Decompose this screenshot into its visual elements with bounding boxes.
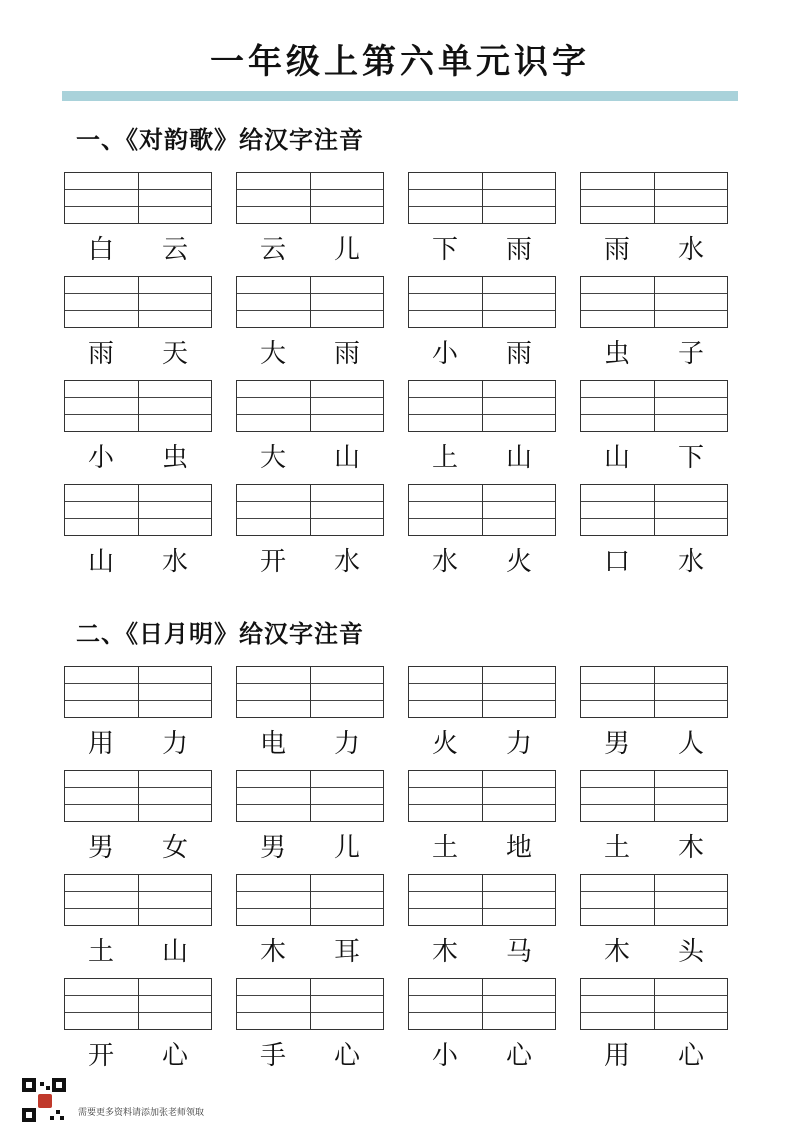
word-pair xyxy=(236,929,384,969)
pinyin-cell xyxy=(62,874,210,978)
word-pair xyxy=(408,435,556,475)
pinyin-writing-box[interactable] xyxy=(580,874,728,926)
hanzi-char: 心 xyxy=(333,1040,360,1071)
pinyin-writing-box[interactable] xyxy=(236,380,384,432)
pinyin-cell xyxy=(406,172,554,276)
hanzi-char: 心 xyxy=(505,1040,532,1071)
word-pair xyxy=(580,227,728,267)
pinyin-cell xyxy=(62,978,210,1082)
pinyin-writing-box[interactable] xyxy=(408,874,556,926)
hanzi-char: 大 xyxy=(259,442,286,473)
hanzi-char: 山 xyxy=(333,442,360,473)
pinyin-cell xyxy=(234,874,382,978)
hanzi-char: 心 xyxy=(677,1040,704,1071)
word-pair xyxy=(580,825,728,865)
pinyin-writing-box[interactable] xyxy=(408,770,556,822)
hanzi-char: 女 xyxy=(161,832,188,863)
pinyin-cell xyxy=(234,276,382,380)
pinyin-writing-box[interactable] xyxy=(408,276,556,328)
pinyin-writing-box[interactable] xyxy=(408,666,556,718)
hanzi-char: 男 xyxy=(259,832,286,863)
hanzi-char: 小 xyxy=(431,338,458,369)
hanzi-char: 雨 xyxy=(333,338,360,369)
hanzi-char: 子 xyxy=(677,338,704,369)
hanzi-char: 儿 xyxy=(333,832,360,863)
hanzi-char: 山 xyxy=(603,442,630,473)
hanzi-char: 男 xyxy=(87,832,114,863)
hanzi-char: 山 xyxy=(161,936,188,967)
word-pair xyxy=(408,1033,556,1073)
hanzi-char: 水 xyxy=(677,546,704,577)
pinyin-cell xyxy=(406,666,554,770)
hanzi-char: 人 xyxy=(677,728,704,759)
qr-code-icon xyxy=(22,1078,66,1122)
hanzi-char: 雨 xyxy=(603,234,630,265)
hanzi-char: 雨 xyxy=(505,338,532,369)
word-pair xyxy=(408,227,556,267)
section-2-heading: 二、《日月明》给汉字注音 xyxy=(76,620,364,648)
pinyin-writing-box[interactable] xyxy=(236,276,384,328)
word-pair xyxy=(236,539,384,579)
word-pair xyxy=(64,825,212,865)
pinyin-cell xyxy=(234,666,382,770)
section-2-grid xyxy=(62,666,738,1082)
pinyin-writing-box[interactable] xyxy=(64,276,212,328)
hanzi-char: 雨 xyxy=(87,338,114,369)
pinyin-writing-box[interactable] xyxy=(236,172,384,224)
page-title: 一年级上第六单元识字 xyxy=(210,42,590,82)
pinyin-cell xyxy=(406,380,554,484)
word-pair xyxy=(236,227,384,267)
pinyin-cell xyxy=(62,484,210,588)
hanzi-char: 口 xyxy=(603,546,630,577)
hanzi-char: 开 xyxy=(87,1040,114,1071)
hanzi-char: 下 xyxy=(677,442,704,473)
hanzi-char: 用 xyxy=(87,728,114,759)
hanzi-char: 山 xyxy=(87,546,114,577)
pinyin-cell xyxy=(406,484,554,588)
word-pair xyxy=(64,435,212,475)
word-pair xyxy=(580,1033,728,1073)
pinyin-writing-box[interactable] xyxy=(236,978,384,1030)
pinyin-cell xyxy=(234,978,382,1082)
pinyin-cell xyxy=(578,276,726,380)
pinyin-writing-box[interactable] xyxy=(408,978,556,1030)
word-pair xyxy=(64,721,212,761)
pinyin-writing-box[interactable] xyxy=(408,380,556,432)
hanzi-char: 木 xyxy=(603,936,630,967)
hanzi-char: 土 xyxy=(87,936,114,967)
pinyin-cell xyxy=(62,666,210,770)
hanzi-char: 雨 xyxy=(505,234,532,265)
hanzi-char: 水 xyxy=(161,546,188,577)
hanzi-char: 火 xyxy=(431,728,458,759)
word-pair xyxy=(408,721,556,761)
pinyin-cell xyxy=(578,172,726,276)
word-pair xyxy=(64,539,212,579)
pinyin-cell xyxy=(578,666,726,770)
word-pair xyxy=(64,227,212,267)
word-pair xyxy=(64,929,212,969)
pinyin-cell xyxy=(578,770,726,874)
pinyin-writing-box[interactable] xyxy=(580,172,728,224)
hanzi-char: 马 xyxy=(505,936,532,967)
hanzi-char: 虫 xyxy=(603,338,630,369)
pinyin-cell xyxy=(578,484,726,588)
pinyin-writing-box[interactable] xyxy=(236,874,384,926)
pinyin-cell xyxy=(406,276,554,380)
pinyin-cell xyxy=(62,172,210,276)
pinyin-writing-box[interactable] xyxy=(580,484,728,536)
pinyin-cell xyxy=(62,276,210,380)
hanzi-char: 云 xyxy=(259,234,286,265)
word-pair xyxy=(408,825,556,865)
hanzi-char: 电 xyxy=(259,728,286,759)
word-pair xyxy=(408,539,556,579)
word-pair xyxy=(408,331,556,371)
pinyin-writing-box[interactable] xyxy=(64,770,212,822)
hanzi-char: 虫 xyxy=(161,442,188,473)
hanzi-char: 小 xyxy=(431,1040,458,1071)
title-divider xyxy=(62,91,738,101)
pinyin-writing-box[interactable] xyxy=(236,770,384,822)
section-1-grid xyxy=(62,172,738,588)
hanzi-char: 力 xyxy=(161,728,188,759)
pinyin-cell xyxy=(234,380,382,484)
pinyin-cell xyxy=(62,770,210,874)
word-pair xyxy=(236,825,384,865)
pinyin-cell xyxy=(234,484,382,588)
hanzi-char: 木 xyxy=(259,936,286,967)
pinyin-writing-box[interactable] xyxy=(580,380,728,432)
hanzi-char: 力 xyxy=(505,728,532,759)
pinyin-cell xyxy=(578,380,726,484)
footer xyxy=(22,1076,204,1122)
pinyin-cell xyxy=(406,978,554,1082)
pinyin-writing-box[interactable] xyxy=(580,276,728,328)
word-pair xyxy=(236,721,384,761)
hanzi-char: 头 xyxy=(677,936,704,967)
pinyin-writing-box[interactable] xyxy=(236,484,384,536)
word-pair xyxy=(580,721,728,761)
pinyin-writing-box[interactable] xyxy=(64,484,212,536)
pinyin-writing-box[interactable] xyxy=(580,770,728,822)
hanzi-char: 力 xyxy=(333,728,360,759)
hanzi-char: 土 xyxy=(603,832,630,863)
word-pair xyxy=(580,435,728,475)
hanzi-char: 水 xyxy=(333,546,360,577)
pinyin-writing-box[interactable] xyxy=(64,172,212,224)
word-pair xyxy=(580,929,728,969)
hanzi-char: 男 xyxy=(603,728,630,759)
hanzi-char: 下 xyxy=(431,234,458,265)
word-pair xyxy=(64,1033,212,1073)
word-pair xyxy=(64,331,212,371)
pinyin-cell xyxy=(62,380,210,484)
hanzi-char: 儿 xyxy=(333,234,360,265)
pinyin-cell xyxy=(578,874,726,978)
pinyin-writing-box[interactable] xyxy=(408,172,556,224)
word-pair xyxy=(236,1033,384,1073)
pinyin-writing-box[interactable] xyxy=(64,978,212,1030)
hanzi-char: 木 xyxy=(677,832,704,863)
word-pair xyxy=(236,331,384,371)
pinyin-writing-box[interactable] xyxy=(64,380,212,432)
hanzi-char: 火 xyxy=(505,546,532,577)
hanzi-char: 心 xyxy=(161,1040,188,1071)
hanzi-char: 耳 xyxy=(333,936,360,967)
pinyin-cell xyxy=(578,978,726,1082)
hanzi-char: 手 xyxy=(259,1040,286,1071)
pinyin-cell xyxy=(406,874,554,978)
hanzi-char: 开 xyxy=(259,546,286,577)
pinyin-writing-box[interactable] xyxy=(64,874,212,926)
hanzi-char: 云 xyxy=(161,234,188,265)
section-1-heading: 一、《对韵歌》给汉字注音 xyxy=(76,126,364,154)
hanzi-char: 小 xyxy=(87,442,114,473)
pinyin-writing-box[interactable] xyxy=(580,666,728,718)
hanzi-char: 天 xyxy=(161,338,188,369)
hanzi-char: 上 xyxy=(431,442,458,473)
word-pair xyxy=(580,331,728,371)
pinyin-cell xyxy=(234,770,382,874)
footer-note: 需要更多资料请添加张老师领取 xyxy=(78,1108,205,1118)
pinyin-cell xyxy=(406,770,554,874)
hanzi-char: 白 xyxy=(87,234,114,265)
hanzi-char: 山 xyxy=(505,442,532,473)
hanzi-char: 土 xyxy=(431,832,458,863)
pinyin-writing-box[interactable] xyxy=(236,666,384,718)
hanzi-char: 水 xyxy=(677,234,704,265)
pinyin-writing-box[interactable] xyxy=(408,484,556,536)
pinyin-cell xyxy=(234,172,382,276)
hanzi-char: 水 xyxy=(431,546,458,577)
hanzi-char: 用 xyxy=(603,1040,630,1071)
word-pair xyxy=(236,435,384,475)
pinyin-writing-box[interactable] xyxy=(64,666,212,718)
hanzi-char: 地 xyxy=(505,832,532,863)
word-pair xyxy=(408,929,556,969)
hanzi-char: 大 xyxy=(259,338,286,369)
hanzi-char: 木 xyxy=(431,936,458,967)
pinyin-writing-box[interactable] xyxy=(580,978,728,1030)
word-pair xyxy=(580,539,728,579)
